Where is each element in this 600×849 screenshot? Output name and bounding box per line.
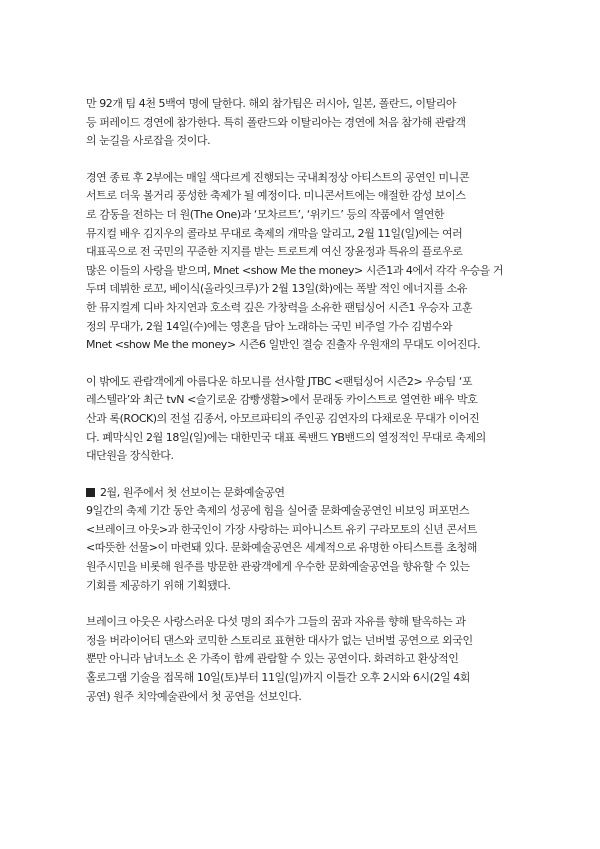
text-line: Mnet <show Me the money> 시즌6 일반인 결승 진출자 우원재의 무대도 이어진다. (86, 338, 481, 352)
paragraph-mini-concert (86, 169, 516, 355)
text-line: 기회를 제공하기 위해 기획됐다. (86, 578, 231, 592)
text-line: 다. 폐막식인 2월 18일(일)에는 대한민국 대표 록밴드 YB밴드의 열정적인 무대로 축제의 (86, 430, 486, 444)
text-line: 의 눈길을 사로잡을 것이다. (86, 134, 211, 148)
paragraph-culture-performances (86, 502, 516, 595)
paragraph-participants (86, 95, 516, 151)
text-line: 두며 데뷔한 로꼬, 베이식(올라잇크루)가 2월 13일(화)에는 폭발 적인 에너지를 소유 (86, 282, 467, 296)
text-line: 대표곡으로 전 국민의 꾸준한 지지를 받는 트로트계 여신 장윤정과 특유의 플로우로 (86, 245, 463, 259)
paragraph-break-out (86, 613, 516, 706)
paragraph-other-performers (86, 373, 516, 466)
paragraph-spacer (86, 355, 516, 373)
text-line: 브레이크 아웃은 사랑스러운 다섯 명의 죄수가 그들의 꿈과 자유를 향해 탈옥하는 과 (86, 615, 466, 629)
text-line: <따뜻한 선물>이 마련돼 있다. 문화예술공연은 세계적으로 유명한 아티스트를 초청해 (86, 541, 477, 555)
text-line: 한 뮤지컬계 디바 차지연과 호소력 깊은 가창력을 소유한 팬텀싱어 시즌1 우승자 고훈 (86, 300, 473, 314)
text-line: 뿐만 아니라 남녀노소 온 가족이 함께 관람할 수 있는 공연이다. 화려하고 환상적인 (86, 652, 459, 666)
section-heading-text: 2월, 원주에서 첫 선보이는 문화예술공연 (100, 485, 285, 499)
text-line: 산과 록(ROCK)의 전설 김종서, 아모르파티의 주인공 김연자의 다채로운 무대가 이어진 (86, 411, 480, 425)
square-bullet-icon (86, 488, 95, 497)
paragraph-spacer (86, 151, 516, 169)
text-line: 뮤지컬 배우 김지우의 콜라보 무대로 축제의 개막을 알리고, 2월 11일(일)에는 여러 (86, 226, 463, 240)
text-line: 대단원을 장식한다. (86, 449, 174, 463)
text-line: 이 밖에도 관람객에게 아름다운 하모니를 선사할 JTBC <팬텀싱어 시즌2> 우승팀 ‘포 (86, 374, 473, 388)
text-line: 경연 종료 후 2부에는 매일 색다르게 진행되는 국내최정상 아티스트의 공연인 미니콘 (86, 170, 469, 184)
text-line: 로 감동을 전하는 더 원(The One)과 ‘모차르트’, ‘위키드’ 등의 작품에서 열연한 (86, 207, 445, 221)
text-line: 정을 버라이어티 댄스와 코믹한 스토리로 표현한 대사가 없는 넌버벌 공연으로 외국인 (86, 633, 473, 647)
paragraph-spacer (86, 595, 516, 613)
text-line: 공연) 원주 치악예술관에서 첫 공연을 선보인다. (86, 689, 302, 703)
document-body (86, 95, 516, 706)
text-line: 9일간의 축제 기간 동안 축제의 성공에 힘을 실어줄 문화예술공연인 비보잉 퍼포먼스 (86, 504, 469, 518)
text-line: 원주시민을 비롯해 원주를 방문한 관광객에게 우수한 문화예술공연을 향유할 수 있는 (86, 560, 470, 574)
text-line: 등 퍼레이드 경연에 참가한다. 특히 폴란드와 이탈리아는 경연에 처음 참가해 관람객 (86, 115, 466, 129)
text-line: <브레이크 아웃>과 한국인이 가장 사랑하는 피아니스트 유키 구라모토의 신년 콘서트 (86, 522, 477, 536)
text-line: 레스텔라’와 최근 tvN <슬기로운 감빵생활>에서 문래동 카이스트로 열연한 배우 박호 (86, 393, 478, 407)
section-heading (86, 484, 516, 503)
text-line: 정의 무대가, 2월 14일(수)에는 영혼을 담아 노래하는 국민 비주얼 가수 김범수와 (86, 319, 453, 333)
text-line: 서트로 더욱 볼거리 풍성한 축제가 될 예정이다. 미니콘서트에는 애절한 감성 보이스 (86, 189, 466, 203)
text-line: 홀로그램 기술을 접목해 10일(토)부터 11일(일)까지 이틀간 오후 2시와 6시(2일 4회 (86, 671, 470, 685)
text-line: 많은 이들의 사랑을 받으며, Mnet <show Me the money> 시즌1과 4에서 각각 우승을 거 (86, 263, 504, 277)
text-line: 만 92개 팀 4천 5백여 명에 달한다. 해외 참가팀은 러시아, 일본, 폴란드, 이탈리아 (86, 97, 457, 110)
paragraph-spacer (86, 466, 516, 484)
